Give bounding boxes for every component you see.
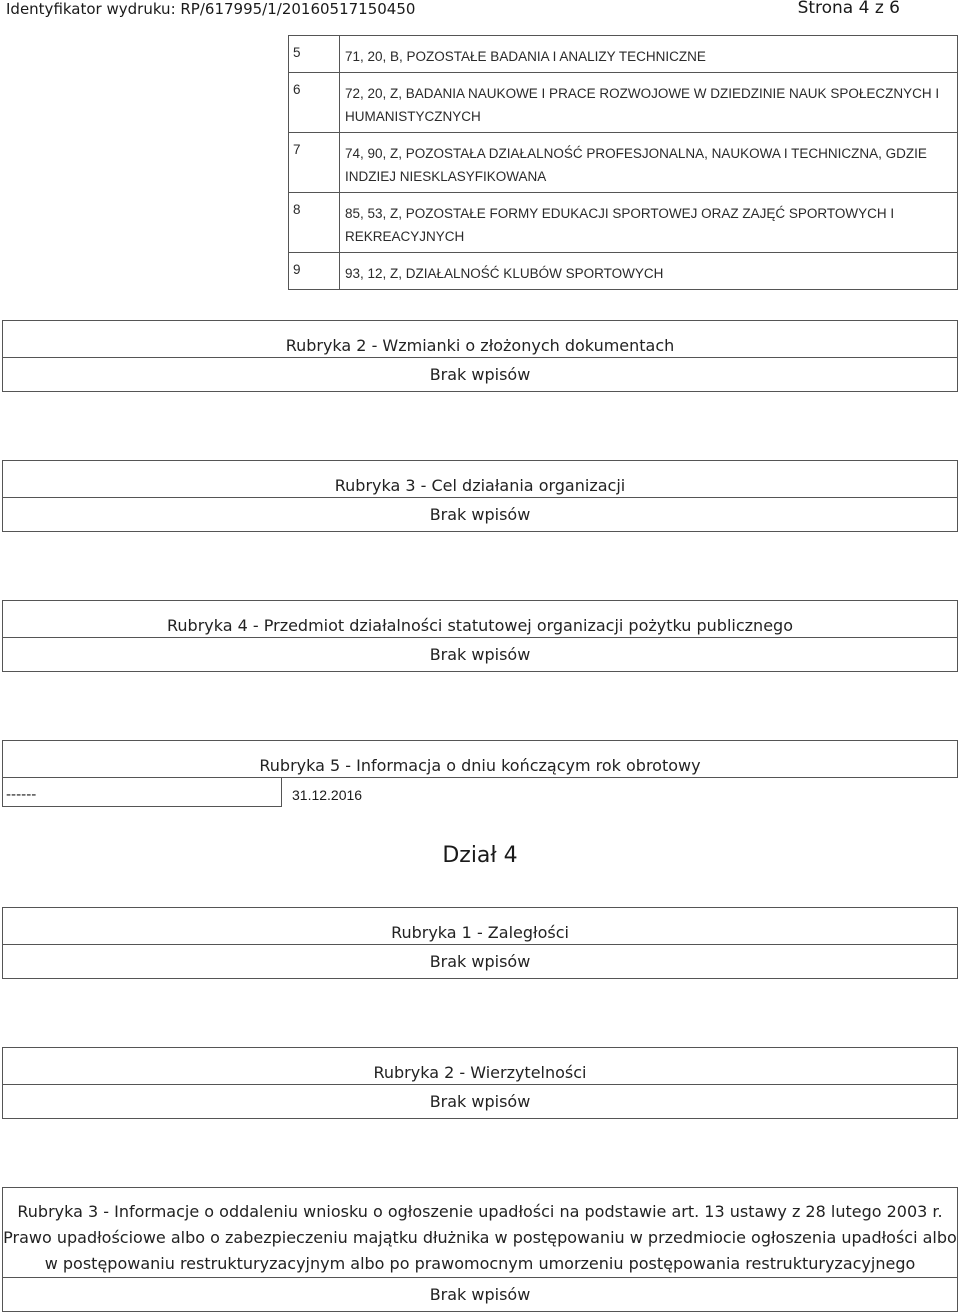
- rubryka-3-section: [2, 460, 958, 532]
- dzial4-rubryka-2-section: [2, 1047, 958, 1119]
- section-title: Rubryka 3 - Cel działania organizacji: [2, 460, 958, 498]
- pkd-table: [288, 35, 958, 290]
- row-text: 71, 20, B, POZOSTAŁE BADANIA I ANALIZY TECHNICZNE: [340, 36, 958, 73]
- table-row: [289, 193, 958, 253]
- table-row: [289, 253, 958, 290]
- section-title-line: w postępowaniu restrukturyzacyjnym albo po prawomocnym umorzeniu postępowania restrukturyzacyjnego: [44, 1254, 916, 1273]
- section-title: Rubryka 4 - Przedmiot działalności statutowej organizacji pożytku publicznego: [2, 600, 958, 638]
- section-title-line: Prawo upadłościowe albo o zabezpieczeniu majątku dłużnika w postępowaniu w przedmiocie ogłoszenia upadłości albo: [3, 1228, 957, 1247]
- page-number: Strona 4 z 6: [797, 0, 900, 18]
- row-number: 7: [289, 133, 340, 193]
- row-text: 85, 53, Z, POZOSTAŁE FORMY EDUKACJI SPORTOWEJ ORAZ ZAJĘĆ SPORTOWYCH I REKREACYJNYCH: [340, 193, 958, 253]
- row-number: 8: [289, 193, 340, 253]
- rubryka-5-section: [2, 740, 958, 778]
- section-body: Brak wpisów: [2, 638, 958, 672]
- dzial4-rubryka-1-section: [2, 907, 958, 979]
- section-title: Rubryka 2 - Wierzytelności: [2, 1047, 958, 1085]
- row-text: 93, 12, Z, DZIAŁALNOŚĆ KLUBÓW SPORTOWYCH: [340, 253, 958, 290]
- section-title: Rubryka 1 - Zaległości: [2, 907, 958, 945]
- section-title: [2, 1187, 958, 1278]
- fiscal-year-placeholder: ------: [2, 777, 282, 807]
- section-body: Brak wpisów: [2, 1278, 958, 1312]
- row-text: 72, 20, Z, BADANIA NAUKOWE I PRACE ROZWOJOWE W DZIEDZINIE NAUK SPOŁECZNYCH I HUMANISTYCZNYCH: [340, 73, 958, 133]
- dzial4-rubryka-3-section: [2, 1187, 958, 1312]
- row-number: 9: [289, 253, 340, 290]
- dzial-4-heading: Dział 4: [442, 843, 518, 868]
- table-row: [289, 133, 958, 193]
- table-row: [289, 36, 958, 73]
- rubryka-4-section: [2, 600, 958, 672]
- section-body: Brak wpisów: [2, 1085, 958, 1119]
- fiscal-year-row: [2, 777, 958, 807]
- row-text: 74, 90, Z, POZOSTAŁA DZIAŁALNOŚĆ PROFESJONALNA, NAUKOWA I TECHNICZNA, GDZIE INDZIEJ NIESKLASYFIKOWANA: [340, 133, 958, 193]
- table-row: [289, 73, 958, 133]
- section-body: Brak wpisów: [2, 945, 958, 979]
- print-identifier: Identyfikator wydruku: RP/617995/1/20160517150450: [6, 0, 416, 18]
- rubryka-2-section: [2, 320, 958, 392]
- section-title-line: Rubryka 3 - Informacje o oddaleniu wniosku o ogłoszenie upadłości na podstawie art. 13 ustawy z 28 lutego 2003 r.: [17, 1202, 943, 1221]
- section-body: Brak wpisów: [2, 498, 958, 532]
- row-number: 5: [289, 36, 340, 73]
- fiscal-year-end-date: 31.12.2016: [292, 787, 363, 803]
- section-body: Brak wpisów: [2, 358, 958, 392]
- section-title: Rubryka 2 - Wzmianki o złożonych dokumentach: [2, 320, 958, 358]
- row-number: 6: [289, 73, 340, 133]
- section-title: Rubryka 5 - Informacja o dniu kończącym rok obrotowy: [2, 740, 958, 778]
